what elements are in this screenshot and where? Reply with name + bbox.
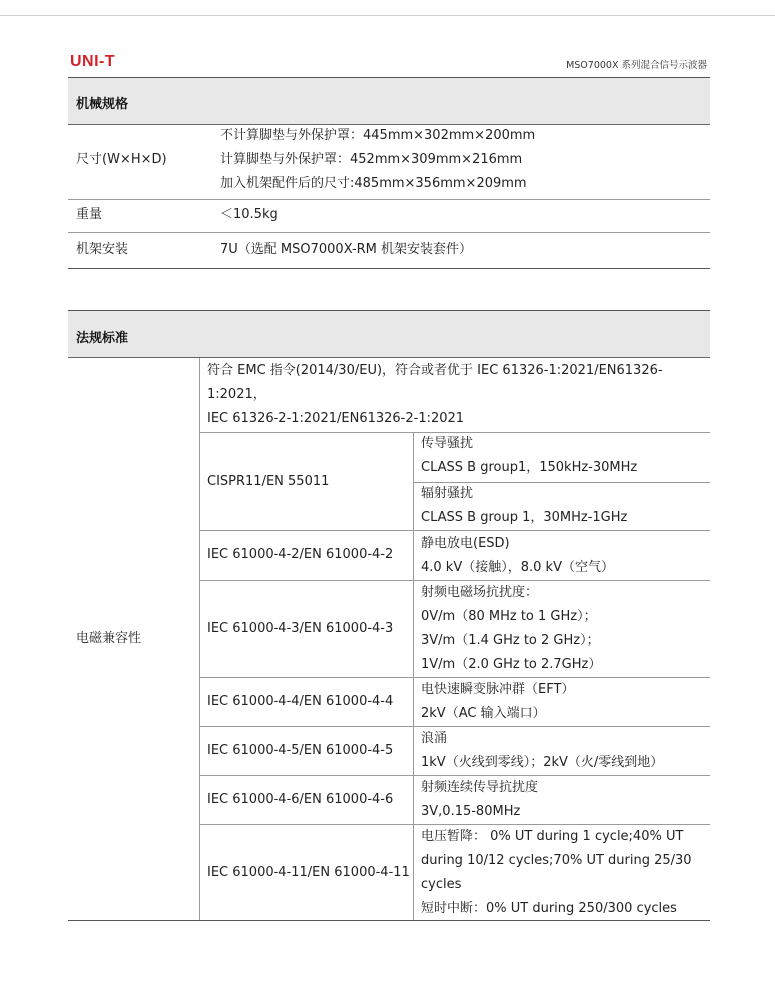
top-rule <box>0 15 775 16</box>
emc-intro-line: 符合 EMC 指令(2014/30/EU)，符合或者优于 IEC 61326-1:2021/EN61326- <box>207 363 663 378</box>
mech-label-dimensions: 尺寸(W×H×D) <box>76 152 167 167</box>
standard-detail: 3V/m（1.4 GHz to 2 GHz）； <box>421 633 600 648</box>
standard-detail: 射频连续传导抗扰度 <box>421 780 539 795</box>
row-divider <box>199 530 710 531</box>
mech-bottom-rule <box>68 268 710 269</box>
emc-intro-line: IEC 61326-2-1:2021/EN61326-2-1:2021 <box>207 411 465 426</box>
mech-label-rack: 机架安装 <box>76 242 129 257</box>
brand-logo: UNI-T <box>70 53 116 70</box>
standard-detail: 电压暂降： 0% UT during 1 cycle;40% UT <box>421 829 684 844</box>
standard-detail: 射频电磁场抗扰度： <box>421 585 539 600</box>
standard-name: IEC 61000-4-2/EN 61000-4-2 <box>207 547 394 562</box>
emc-intro-line: 1:2021， <box>207 387 266 402</box>
standard-name: IEC 61000-4-6/EN 61000-4-6 <box>207 792 394 807</box>
mech-value-line: 不计算脚垫与外保护罩：445mm×302mm×200mm <box>220 128 536 143</box>
standard-name: IEC 61000-4-5/EN 61000-4-5 <box>207 743 394 758</box>
standard-detail: 辐射骚扰 <box>421 486 474 501</box>
standard-name: CISPR11/EN 55011 <box>207 474 330 489</box>
reg-section-header <box>68 311 710 357</box>
standard-name: IEC 61000-4-4/EN 61000-4-4 <box>207 694 394 709</box>
standard-detail: CLASS B group 1，30MHz-1GHz <box>421 510 628 525</box>
emc-label: 电磁兼容性 <box>76 631 142 646</box>
reg-section-title: 法规标准 <box>76 331 129 346</box>
mech-section-header <box>68 78 710 124</box>
mech-label-weight: 重量 <box>76 207 103 222</box>
row-divider <box>68 232 710 233</box>
mech-value-rack: 7U（选配 MSO7000X-RM 机架安装套件） <box>220 242 473 257</box>
standard-detail: 0V/m（80 MHz to 1 GHz）； <box>421 609 597 624</box>
row-divider <box>199 726 710 727</box>
standard-detail: during 10/12 cycles;70% UT during 25/30 <box>421 853 692 868</box>
standard-detail: CLASS B group1，150kHz-30MHz <box>421 460 638 475</box>
column-divider <box>199 358 200 920</box>
mech-value-line: 计算脚垫与外保护罩：452mm×309mm×216mm <box>220 152 523 167</box>
standard-name: IEC 61000-4-3/EN 61000-4-3 <box>207 621 394 636</box>
standard-detail: 浪涌 <box>421 731 448 746</box>
standard-detail: 1kV（火线到零线）；2kV（火/零线到地） <box>421 755 664 770</box>
standard-detail: cycles <box>421 877 462 892</box>
standard-detail: 电快速瞬变脉冲群（EFT） <box>421 682 575 697</box>
standard-detail: 静电放电(ESD) <box>421 536 510 551</box>
standard-detail: 2kV（AC 输入端口） <box>421 706 546 721</box>
standard-detail: 1V/m（2.0 GHz to 2.7GHz） <box>421 657 602 672</box>
mech-value-weight: ＜10.5kg <box>220 207 278 222</box>
reg-header-rule <box>68 357 710 358</box>
standard-detail: 短时中断：0% UT during 250/300 cycles <box>421 901 677 916</box>
mech-value-line: 加入机架配件后的尺寸:485mm×356mm×209mm <box>220 176 527 191</box>
mech-section-title: 机械规格 <box>76 97 129 112</box>
standard-name: IEC 61000-4-11/EN 61000-4-11 <box>207 865 410 880</box>
column-divider <box>413 432 414 920</box>
row-divider <box>68 199 710 200</box>
model-title: MSO7000X 系列混合信号示波器 <box>566 60 707 71</box>
standard-detail: 3V,0.15-80MHz <box>421 804 521 819</box>
standard-detail: 4.0 kV（接触），8.0 kV（空气） <box>421 560 614 575</box>
standard-detail: 传导骚扰 <box>421 436 474 451</box>
